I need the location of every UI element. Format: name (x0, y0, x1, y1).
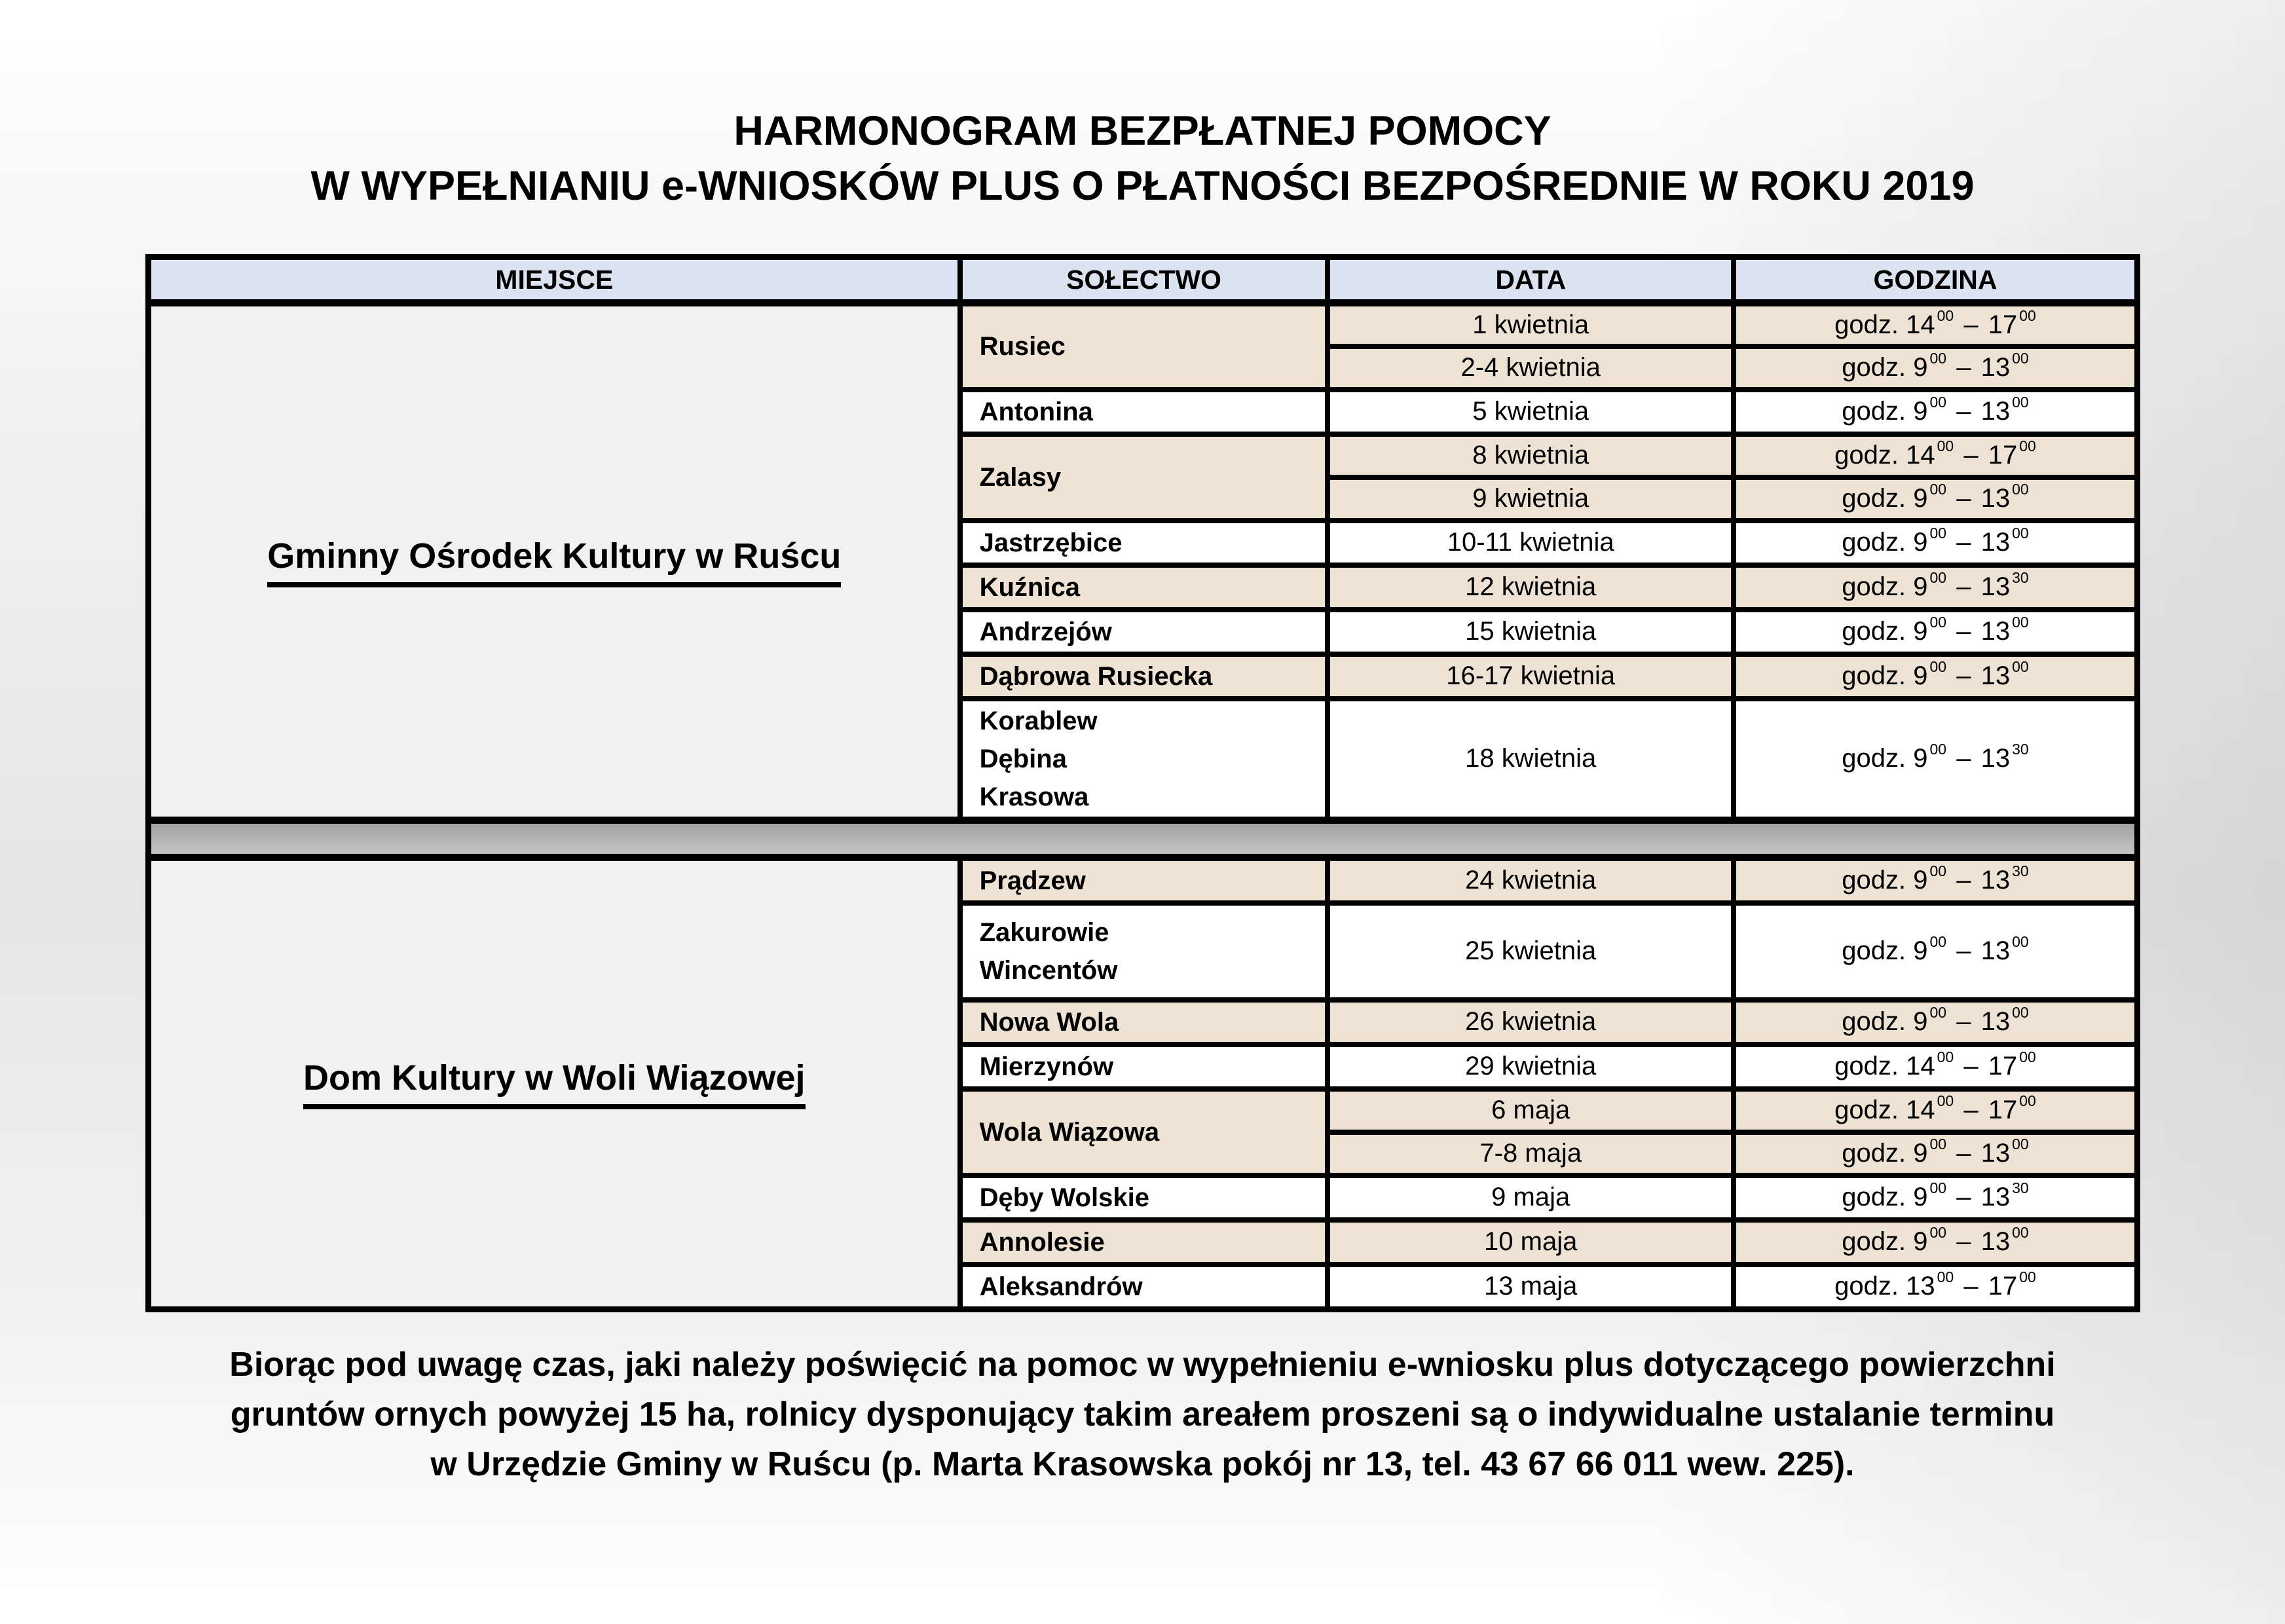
date-cell: 10-11 kwietnia (1328, 521, 1734, 565)
time-start-minutes: 00 (1929, 481, 1947, 498)
time-end-minutes: 00 (2019, 1092, 2036, 1109)
date-cell: 29 kwietnia (1328, 1044, 1734, 1089)
date-cell: 6 maja (1328, 1089, 1734, 1132)
date-cell: 26 kwietnia (1328, 1000, 1734, 1044)
time-end-minutes: 30 (2012, 569, 2029, 586)
solectwo-name: Andrzejów (979, 617, 1112, 646)
solectwo-name: Mierzynów (979, 1052, 1114, 1081)
time-end-minutes: 00 (2012, 394, 2029, 411)
time-dash: – (1956, 617, 1971, 646)
time-end-minutes: 00 (2012, 1004, 2029, 1021)
date-cell: 7-8 maja (1328, 1132, 1734, 1175)
solectwo-name: Wola Wiązowa (979, 1117, 1160, 1147)
time-end-hour: 17 (1988, 1052, 2018, 1080)
time-cell (1734, 654, 2138, 699)
time-end-hour: 13 (1980, 397, 2011, 426)
date-cell: 1 kwietnia (1328, 303, 1734, 346)
time-dash: – (1956, 528, 1971, 557)
time-cell (1734, 610, 2138, 654)
time-start-hour: 9 (1913, 353, 1928, 382)
time-dash: – (1963, 1096, 1978, 1124)
date-cell: 12 kwietnia (1328, 565, 1734, 610)
time-end-hour: 13 (1980, 353, 2011, 382)
time-dash: – (1956, 572, 1971, 601)
footer-line-3: w Urzędzie Gminy w Ruścu (p. Marta Krasowska pokój nr 13, tel. 43 67 66 011 wew. 225). (430, 1445, 1855, 1483)
time-start-hour: 9 (1913, 484, 1928, 513)
time-end-hour: 13 (1980, 1139, 2011, 1168)
time-start-minutes: 00 (1929, 525, 1947, 542)
time-dash: – (1956, 1227, 1971, 1256)
time-cell (1734, 903, 2138, 1000)
schedule-row (149, 857, 2138, 903)
time-start-minutes: 00 (1937, 1268, 1954, 1285)
solectwo-name: Kuźnica (979, 572, 1080, 602)
solectwo-cell (960, 1089, 1328, 1175)
time-cell (1734, 477, 2138, 521)
header-miejsce: MIEJSCE (149, 257, 960, 303)
time-prefix: godz. (1842, 397, 1906, 426)
time-prefix: godz. (1842, 1227, 1906, 1256)
time-start-hour: 14 (1906, 1052, 1935, 1080)
time-start-minutes: 00 (1929, 658, 1947, 675)
time-dash: – (1963, 441, 1978, 470)
time-dash: – (1956, 661, 1971, 690)
time-end-hour: 13 (1980, 1183, 2011, 1211)
time-end-minutes: 00 (2019, 437, 2036, 454)
date-cell: 15 kwietnia (1328, 610, 1734, 654)
time-start-minutes: 00 (1929, 569, 1947, 586)
time-end-hour: 13 (1980, 484, 2011, 513)
time-start-minutes: 00 (1929, 1179, 1947, 1196)
solectwo-cell (960, 303, 1328, 390)
date-cell: 25 kwietnia (1328, 903, 1734, 1000)
time-start-hour: 9 (1913, 1007, 1928, 1036)
solectwo-name: Antonina (979, 397, 1093, 426)
solectwo-name: Aleksandrów (979, 1272, 1143, 1301)
header-data: DATA (1328, 257, 1734, 303)
solectwo-name: Nowa Wola (979, 1007, 1119, 1037)
solectwo-cell (960, 699, 1328, 821)
time-cell (1734, 390, 2138, 434)
time-cell (1734, 1264, 2138, 1310)
time-start-hour: 14 (1906, 1096, 1935, 1124)
time-start-hour: 13 (1906, 1272, 1935, 1301)
time-dash: – (1963, 1052, 1978, 1080)
time-end-hour: 13 (1980, 617, 2011, 646)
time-cell (1734, 303, 2138, 346)
solectwo-cell (960, 1264, 1328, 1310)
time-start-hour: 9 (1913, 528, 1928, 557)
time-dash: – (1956, 397, 1971, 426)
time-end-minutes: 00 (2019, 306, 2036, 324)
time-prefix: godz. (1834, 441, 1899, 470)
time-cell (1734, 1220, 2138, 1264)
time-start-hour: 9 (1913, 1227, 1928, 1256)
time-start-minutes: 00 (1929, 350, 1947, 367)
time-prefix: godz. (1842, 572, 1906, 601)
date-cell: 8 kwietnia (1328, 434, 1734, 477)
time-start-minutes: 00 (1937, 437, 1954, 454)
time-prefix: godz. (1842, 528, 1906, 557)
solectwo-name: Zakurowie (979, 917, 1109, 947)
date-cell: 16-17 kwietnia (1328, 654, 1734, 699)
solectwo-cell (960, 434, 1328, 521)
time-end-minutes: 00 (2012, 933, 2029, 950)
time-start-hour: 9 (1913, 397, 1928, 426)
header-godzina: GODZINA (1734, 257, 2138, 303)
table-header-row (149, 257, 2138, 303)
time-prefix: godz. (1842, 744, 1906, 773)
document-title (0, 0, 2285, 213)
time-end-hour: 13 (1980, 866, 2011, 895)
time-start-hour: 9 (1913, 936, 1928, 965)
schedule-table (145, 254, 2140, 1312)
time-end-hour: 17 (1988, 1272, 2018, 1301)
footer-note (0, 1340, 2285, 1489)
time-cell (1734, 565, 2138, 610)
time-start-minutes: 00 (1929, 394, 1947, 411)
title-line-1: HARMONOGRAM BEZPŁATNEJ POMOCY (734, 108, 1551, 154)
time-end-minutes: 00 (2019, 1268, 2036, 1285)
time-dash: – (1963, 310, 1978, 339)
time-dash: – (1956, 1139, 1971, 1168)
place-label: Gminny Ośrodek Kultury w Ruścu (267, 536, 841, 587)
time-start-minutes: 00 (1929, 862, 1947, 879)
title-line-2: W WYPEŁNIANIU e-WNIOSKÓW PLUS O PŁATNOŚCI BEZPOŚREDNIE W ROKU 2019 (310, 163, 1975, 209)
date-cell: 2-4 kwietnia (1328, 346, 1734, 390)
time-start-hour: 9 (1913, 1183, 1928, 1211)
time-end-minutes: 00 (2012, 350, 2029, 367)
solectwo-name: Rusiec (979, 332, 1066, 361)
time-dash: – (1956, 1007, 1971, 1036)
time-start-minutes: 00 (1929, 741, 1947, 758)
time-start-minutes: 00 (1929, 1135, 1947, 1153)
place-cell (149, 303, 960, 821)
time-cell (1734, 1132, 2138, 1175)
time-end-minutes: 00 (2012, 658, 2029, 675)
solectwo-cell (960, 1175, 1328, 1220)
time-end-minutes: 00 (2012, 525, 2029, 542)
time-prefix: godz. (1842, 617, 1906, 646)
solectwo-cell (960, 1220, 1328, 1264)
time-end-hour: 13 (1980, 936, 2011, 965)
time-cell (1734, 1044, 2138, 1089)
time-start-hour: 9 (1913, 744, 1928, 773)
time-prefix: godz. (1834, 310, 1899, 339)
solectwo-cell (960, 610, 1328, 654)
time-end-minutes: 00 (2019, 1048, 2036, 1065)
time-end-hour: 13 (1980, 572, 2011, 601)
time-prefix: godz. (1842, 1007, 1906, 1036)
time-end-hour: 17 (1988, 310, 2018, 339)
footer-line-2: gruntów ornych powyżej 15 ha, rolnicy dysponujący takim areałem proszeni są o indywidualne ustalanie terminu (230, 1395, 2055, 1433)
time-cell (1734, 434, 2138, 477)
time-end-minutes: 30 (2012, 1179, 2029, 1196)
solectwo-name: Zalasy (979, 462, 1062, 492)
time-cell (1734, 346, 2138, 390)
time-prefix: godz. (1842, 1139, 1906, 1168)
time-cell (1734, 521, 2138, 565)
place-label: Dom Kultury w Woli Wiązowej (303, 1058, 806, 1109)
date-cell: 13 maja (1328, 1264, 1734, 1310)
time-start-minutes: 00 (1929, 1004, 1947, 1021)
time-end-hour: 17 (1988, 441, 2018, 470)
solectwo-name: Krasowa (979, 782, 1089, 811)
solectwo-name: Annolesie (979, 1227, 1105, 1257)
place-cell (149, 857, 960, 1309)
time-start-hour: 14 (1906, 310, 1935, 339)
time-cell (1734, 857, 2138, 903)
time-start-hour: 9 (1913, 617, 1928, 646)
time-start-minutes: 00 (1937, 306, 1954, 324)
time-end-minutes: 30 (2012, 862, 2029, 879)
time-end-hour: 13 (1980, 1007, 2011, 1036)
time-start-minutes: 00 (1929, 614, 1947, 631)
time-start-minutes: 00 (1937, 1048, 1954, 1065)
time-prefix: godz. (1834, 1272, 1899, 1301)
time-cell (1734, 699, 2138, 821)
time-prefix: godz. (1842, 1183, 1906, 1211)
time-end-minutes: 00 (2012, 1224, 2029, 1241)
date-cell: 18 kwietnia (1328, 699, 1734, 821)
time-dash: – (1956, 936, 1971, 965)
time-prefix: godz. (1842, 866, 1906, 895)
solectwo-cell (960, 857, 1328, 903)
header-solectwo: SOŁECTWO (960, 257, 1328, 303)
solectwo-name: Prądzew (979, 866, 1086, 895)
time-end-minutes: 00 (2012, 1135, 2029, 1153)
time-prefix: godz. (1842, 353, 1906, 382)
time-start-minutes: 00 (1929, 933, 1947, 950)
time-dash: – (1963, 1272, 1978, 1301)
solectwo-cell (960, 565, 1328, 610)
date-cell: 9 maja (1328, 1175, 1734, 1220)
date-cell: 24 kwietnia (1328, 857, 1734, 903)
time-end-hour: 13 (1980, 1227, 2011, 1256)
time-prefix: godz. (1842, 484, 1906, 513)
time-start-hour: 9 (1913, 572, 1928, 601)
time-cell (1734, 1000, 2138, 1044)
time-end-minutes: 00 (2012, 614, 2029, 631)
time-prefix: godz. (1834, 1096, 1899, 1124)
solectwo-name: Korablew (979, 706, 1098, 735)
solectwo-cell (960, 1000, 1328, 1044)
time-start-hour: 14 (1906, 441, 1935, 470)
time-end-hour: 13 (1980, 744, 2011, 773)
footer-line-1: Biorąc pod uwagę czas, jaki należy poświęcić na pomoc w wypełnieniu e-wniosku plus dotyczącego powierzchni (229, 1345, 2056, 1384)
solectwo-cell (960, 1044, 1328, 1089)
time-start-hour: 9 (1913, 661, 1928, 690)
date-cell: 9 kwietnia (1328, 477, 1734, 521)
solectwo-name: Jastrzębice (979, 528, 1123, 557)
time-prefix: godz. (1842, 661, 1906, 690)
time-end-minutes: 00 (2012, 481, 2029, 498)
time-cell (1734, 1175, 2138, 1220)
solectwo-name: Dąbrowa Rusiecka (979, 661, 1213, 691)
time-dash: – (1956, 744, 1971, 773)
time-end-hour: 13 (1980, 661, 2011, 690)
time-dash: – (1956, 484, 1971, 513)
time-dash: – (1956, 1183, 1971, 1211)
time-start-hour: 9 (1913, 866, 1928, 895)
solectwo-name: Wincentów (979, 955, 1118, 985)
separator-band (149, 820, 2138, 857)
date-cell: 5 kwietnia (1328, 390, 1734, 434)
date-cell: 10 maja (1328, 1220, 1734, 1264)
solectwo-cell (960, 903, 1328, 1000)
solectwo-cell (960, 654, 1328, 699)
solectwo-name: Dębina (979, 744, 1067, 773)
time-end-minutes: 30 (2012, 741, 2029, 758)
time-end-hour: 17 (1988, 1096, 2018, 1124)
section-separator (149, 820, 2138, 857)
time-start-minutes: 00 (1937, 1092, 1954, 1109)
solectwo-cell (960, 521, 1328, 565)
time-start-hour: 9 (1913, 1139, 1928, 1168)
time-start-minutes: 00 (1929, 1224, 1947, 1241)
solectwo-cell (960, 390, 1328, 434)
schedule-row (149, 303, 2138, 346)
solectwo-name: Dęby Wolskie (979, 1183, 1149, 1212)
time-prefix: godz. (1834, 1052, 1899, 1080)
time-end-hour: 13 (1980, 528, 2011, 557)
time-cell (1734, 1089, 2138, 1132)
time-prefix: godz. (1842, 936, 1906, 965)
time-dash: – (1956, 353, 1971, 382)
time-dash: – (1956, 866, 1971, 895)
